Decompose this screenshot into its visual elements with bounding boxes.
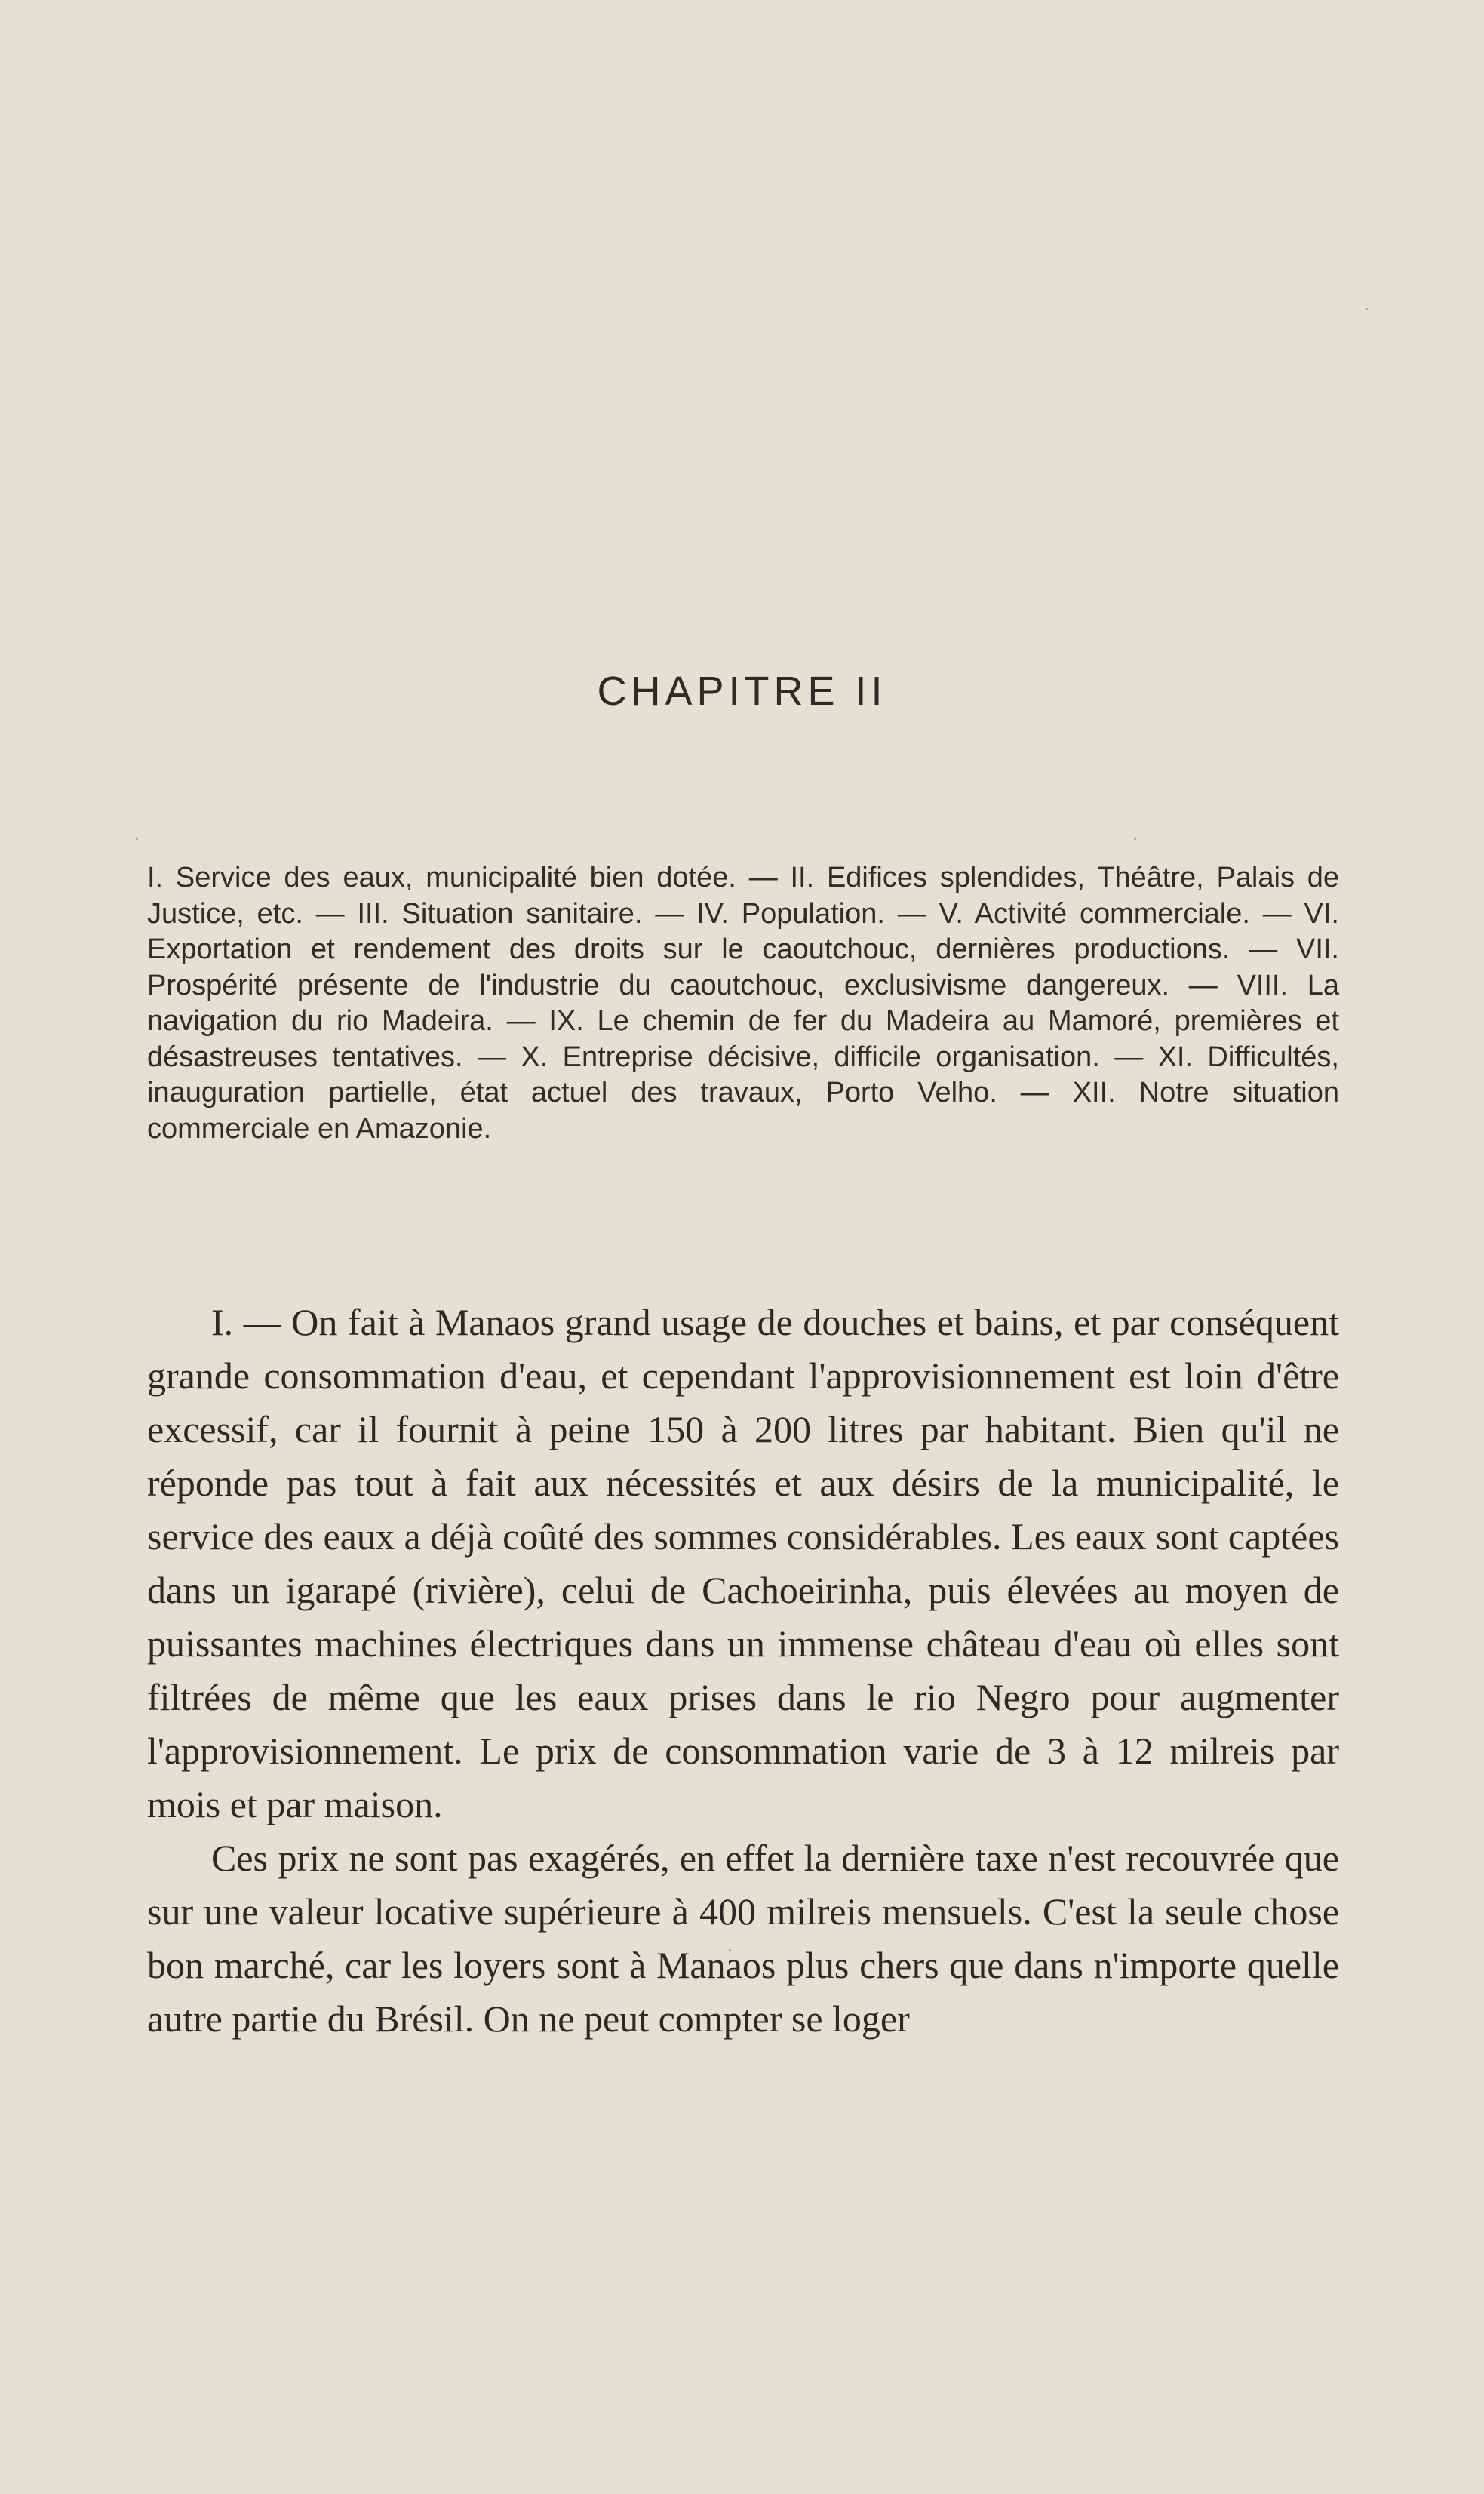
body-text [147,1296,1339,2046]
paragraph-1: I. — On fait à Manaos grand usage de douches et bains, et par conséquent grande consommation d'eau, et cependant l'approvisionnement est loin d'être excessif, car il fournit à peine 150 à 200 litres par habitant. Bien qu'il ne réponde pas tout à fait aux nécessités et aux désirs de la municipalité, le service des eaux a déjà coûté des sommes considérables. Les eaux sont captées dans un igarapé (rivière), celui de Cachoeirinha, puis élevées au moyen de puissantes machines électriques dans un immense château d'eau où elles sont filtrées de même que les eaux prises dans le rio Negro pour augmenter l'approvisionnement. Le prix de consommation varie de 3 à 12 milreis par mois et par maison. [147,1301,1339,1825]
chapter-summary: I. Service des eaux, municipalité bien dotée. — II. Edifices splendides, Théâtre, Palais de Justice, etc. — III. Situation sanitaire. — IV. Population. — V. Activité commerciale. — VI. Exportation et rendement des droits sur le caoutchouc, dernières productions. — VII. Prospérité présente de l'industrie du caoutchouc, exclusivisme dangereux. — VIII. La navigation du rio Madeira. — IX. Le chemin de fer du Madeira au Mamoré, premières et désastreuses tentatives. — X. Entreprise décisive, difficile organisation. — XI. Difficultés, inauguration partielle, état actuel des travaux, Porto Velho. — XII. Notre situation commerciale en Amazonie. [147,862,1339,1145]
paper-speck [1366,308,1368,310]
paper-speck [1134,838,1136,840]
paper-speck [136,838,138,840]
paragraph-2: Ces prix ne sont pas exagérés, en effet la dernière taxe n'est recouvrée que sur une valeur locative supérieure à 400 milreis mensuels. C'est la seule chose bon marché, car les loyers sont à Manaos plus chers que dans n'importe quelle autre partie du Brésil. On ne peut compter se loger [147,1837,1339,2040]
chapter-title: CHAPITRE II [597,669,887,714]
